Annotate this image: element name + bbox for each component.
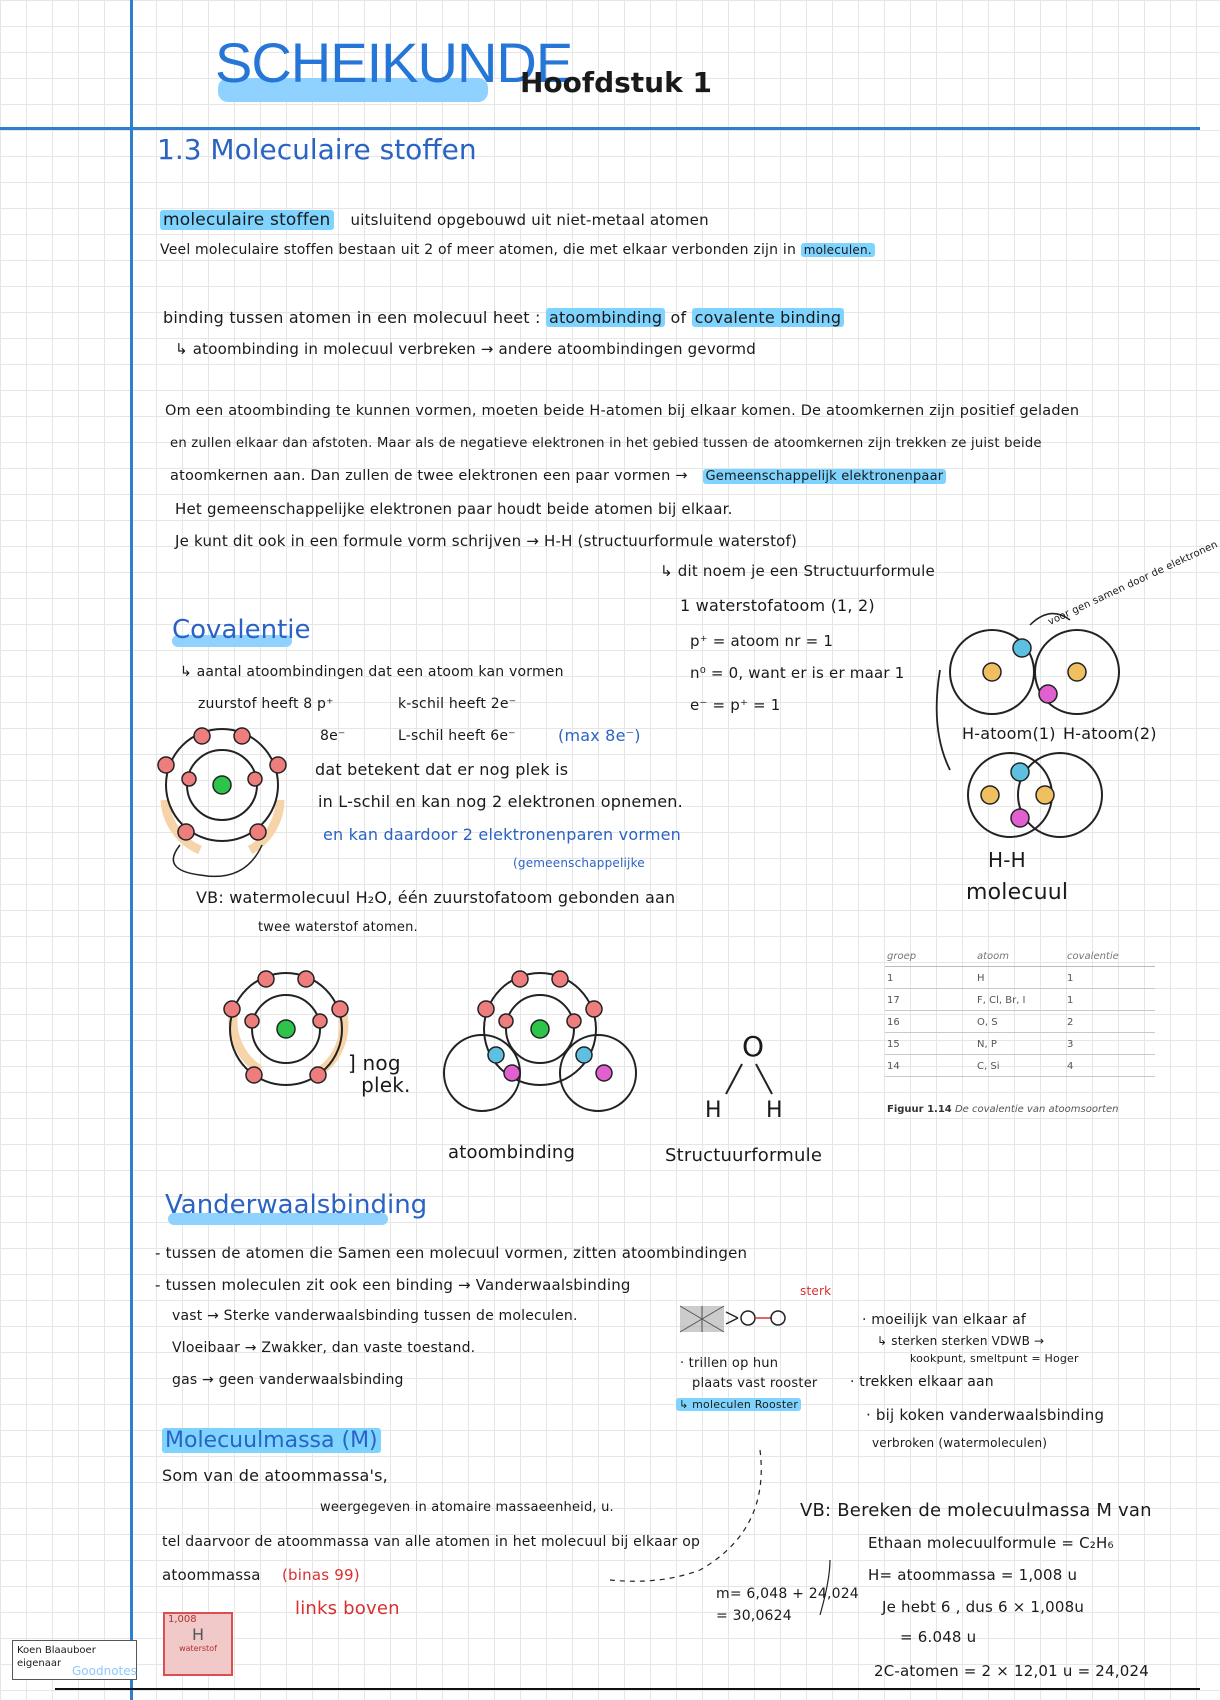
intro-line-1 <box>160 210 709 230</box>
intro-line-2 <box>160 242 875 258</box>
vb-ethaan-2: Ethaan molecuulformule = C₂H₆ <box>868 1534 1114 1552</box>
table-header: groep <box>885 945 975 967</box>
tile-mass: 1,008 <box>168 1614 197 1625</box>
section-title: 1.3 Moleculaire stoffen <box>157 133 477 166</box>
periodic-tile-hydrogen <box>163 1612 233 1676</box>
owner-role: eigenaar <box>17 1658 62 1669</box>
margin-line <box>130 0 133 1700</box>
table-cell: 1 <box>1065 989 1155 1011</box>
term-gemeenschappelijk-elektronenpaar: Gemeenschappelijk elektronenpaar <box>703 469 947 484</box>
vdw-trillen-2: plaats vast rooster <box>692 1376 818 1391</box>
l-shell: L-schil heeft 6e⁻ <box>398 728 516 744</box>
molmassa-line-3: tel daarvoor de atoommassa van alle atomen in het molecuul bij elkaar op <box>162 1534 701 1550</box>
vb-ethaan-6: 2C-atomen = 2 × 12,01 u = 24,024 <box>874 1662 1149 1680</box>
term-atoombinding: atoombinding <box>546 308 665 327</box>
binding-text: binding tussen atomen in een molecuul heet : <box>163 308 541 327</box>
page-title: SCHEIKUNDE <box>215 31 573 94</box>
h-nucleus-1 <box>983 663 1001 681</box>
covalentie-definition: ↳ aantal atoombindingen dat een atoom kan vormen <box>180 664 564 680</box>
binas-reference: (binas 99) <box>282 1566 360 1584</box>
hh-label: H-H <box>988 848 1026 872</box>
molecuul-label: molecuul <box>966 880 1069 905</box>
table-row <box>885 1033 1155 1055</box>
tile-name: waterstof <box>179 1644 217 1653</box>
label-atoombinding: atoombinding <box>448 1142 576 1163</box>
binding-or: of <box>670 308 687 327</box>
table-cell: 15 <box>885 1033 975 1055</box>
h-molecule-electron-2 <box>1011 809 1029 827</box>
tile-symbol: H <box>191 1625 205 1644</box>
h-atom-1-label: H-atoom(1) <box>962 724 1056 743</box>
covalentie-table <box>885 945 1155 1077</box>
k-shell: k-schil heeft 2e⁻ <box>398 696 517 712</box>
table-cell: 17 <box>885 989 975 1011</box>
vdw-bullet-1: - tussen de atomen die Samen een molecuul vormen, zitten atoombindingen <box>155 1244 748 1262</box>
chapter-title: Hoofdstuk 1 <box>520 66 712 99</box>
molmassa-line-2: weergegeven in atomaire massaeenheid, u. <box>320 1500 614 1515</box>
vb-water-1: VB: watermolecuul H₂O, één zuurstofatoom gebonden aan <box>196 888 676 907</box>
vdw-bullet-2: - tussen moleculen zit ook een binding → Vanderwaalsbinding <box>155 1276 631 1294</box>
molmassa-heading-text: Molecuulmassa (M) <box>162 1428 381 1453</box>
max-electrons: (max 8e⁻) <box>558 726 641 745</box>
water-molecule-diagram <box>440 965 650 1115</box>
table-header-row <box>885 945 1155 967</box>
lattice-arrow <box>726 1312 738 1324</box>
explanation-line-5: Je kunt dit ook in een formule vorm schrijven → H-H (structuurformule waterstof) <box>175 532 798 550</box>
oxygen-electrons: 8e⁻ <box>320 728 346 744</box>
table-cell: O, S <box>975 1011 1065 1033</box>
table-cell: C, Si <box>975 1055 1065 1077</box>
table-cell: N, P <box>975 1033 1065 1055</box>
explanation-line-6: ↳ dit noem je een Structuurformule <box>660 562 935 580</box>
formula-h-right: H <box>766 1098 783 1123</box>
table-header: covalentie <box>1065 945 1155 967</box>
molmassa-line-4 <box>162 1566 261 1584</box>
water-nucleus <box>531 1020 549 1038</box>
h-atom-2-label: H-atoom(2) <box>1063 724 1157 743</box>
dashed-curve <box>610 1450 761 1581</box>
vdw-right-5: · bij koken vanderwaalsbinding <box>866 1406 1105 1424</box>
goodnotes-watermark: Goodnotes <box>72 1664 137 1678</box>
h-molecule-nucleus-1 <box>981 786 999 804</box>
figure-caption-text: De covalentie van atoomsoorten <box>954 1104 1119 1115</box>
hh-note-1: voor gen samen <box>1046 580 1131 628</box>
hh-note-2: door de elektronen <box>1125 539 1220 591</box>
vb-water-2: twee waterstof atomen. <box>258 920 418 935</box>
vdw-heading: Vanderwaalsbinding <box>165 1190 428 1220</box>
formula-h-left: H <box>705 1098 722 1123</box>
molecule-d <box>741 1311 755 1325</box>
vb-ethaan-1: VB: Bereken de molecuulmassa M van <box>800 1500 1152 1521</box>
vdw-right-1: · moeilijk van elkaar af <box>862 1312 1027 1328</box>
vdw-rooster-text: ↳ moleculen Rooster <box>676 1398 801 1411</box>
table-row <box>885 1011 1155 1033</box>
bond-right <box>756 1064 772 1094</box>
table-cell: F, Cl, Br, I <box>975 989 1065 1011</box>
bottom-line <box>55 1688 1200 1690</box>
molecule-o <box>771 1311 785 1325</box>
binding-line-2: ↳ atoombinding in molecuul verbreken → andere atoombindingen gevormd <box>175 340 756 358</box>
nucleus-2 <box>277 1020 295 1038</box>
explain-plek-2: in L-schil en kan nog 2 elektronen opnemen. <box>318 792 683 811</box>
vb-ethaan-4: Je hebt 6 , dus 6 × 1,008u <box>882 1598 1085 1616</box>
term-moleculen: moleculen. <box>801 243 875 257</box>
vdw-trillen-1: · trillen op hun <box>680 1356 779 1371</box>
links-boven: links boven <box>295 1598 400 1619</box>
lattice-sketch <box>678 1296 808 1336</box>
table-cell: 1 <box>1065 967 1155 989</box>
table-cell: 3 <box>1065 1033 1155 1055</box>
bond-left <box>726 1064 742 1094</box>
table-row <box>885 967 1155 989</box>
vdw-vloeibaar: Vloeibaar → Zwakker, dan vaste toestand. <box>172 1340 476 1356</box>
swap-arrow <box>173 845 262 876</box>
electron-count: e⁻ = p⁺ = 1 <box>690 696 781 714</box>
molmassa-heading <box>162 1428 381 1453</box>
vb-ethaan-5: = 6.048 u <box>900 1628 977 1646</box>
arrow-up <box>1030 614 1070 625</box>
table-cell: 14 <box>885 1055 975 1077</box>
vdw-rooster <box>676 1398 801 1411</box>
vdw-right-6: verbroken (watermoleculen) <box>872 1436 1048 1450</box>
explain-plek-1: dat betekent dat er nog plek is <box>315 760 569 779</box>
explain-plek-3: en kan daardoor 2 elektronenparen vormen <box>323 825 682 844</box>
calc-line-2: = 30,0624 <box>716 1608 792 1624</box>
intro-line-2-text: Veel moleculaire stoffen bestaan uit 2 of meer atomen, die met elkaar verbonden zijn in <box>160 242 797 258</box>
term-moleculaire-stoffen: moleculaire stoffen <box>160 210 334 230</box>
explanation-line-4: Het gemeenschappelijke elektronen paar houdt beide atomen bij elkaar. <box>175 500 733 518</box>
h-molecule-electron-1 <box>1011 763 1029 781</box>
vdw-right-4: · trekken elkaar aan <box>850 1374 994 1390</box>
explanation-line-7: 1 waterstofatoom (1, 2) <box>680 596 875 615</box>
h-electron-1 <box>1013 639 1031 657</box>
shared-electrons-cyan <box>488 1047 592 1063</box>
explanation-line-3-text: atoomkernen aan. Dan zullen de twee elektronen een paar vormen → <box>170 468 688 484</box>
label-sterk: sterk <box>800 1284 832 1298</box>
vdw-vast: vast → Sterke vanderwaalsbinding tussen de moleculen. <box>172 1308 578 1324</box>
calc-line-1: m= 6,048 + 24,024 <box>716 1586 859 1602</box>
h-electron-2 <box>1039 685 1057 703</box>
oxygen-atom-diagram <box>150 725 310 875</box>
table-cell: 1 <box>885 967 975 989</box>
figure-label: Figuur 1.14 <box>887 1104 952 1115</box>
table-row <box>885 989 1155 1011</box>
molmassa-line-1: Som van de atoommassa's, <box>162 1466 388 1485</box>
covalentie-heading: Covalentie <box>172 615 311 645</box>
binding-line-1 <box>163 308 844 327</box>
oxygen-protons: zuurstof heeft 8 p⁺ <box>198 696 334 712</box>
term-covalente-binding: covalente binding <box>692 308 845 327</box>
table-cell: 2 <box>1065 1011 1155 1033</box>
explanation-line-1: Om een atoombinding te kunnen vormen, moeten beide H-atomen bij elkaar komen. De atoomkernen zijn positief geladen <box>165 403 1080 419</box>
proton-count: p⁺ = atoom nr = 1 <box>690 632 834 650</box>
vdw-right-2: ↳ sterken sterken VDWB → <box>877 1334 1045 1348</box>
nucleus <box>213 776 231 794</box>
explain-plek-4: (gemeenschappelijke <box>513 856 645 870</box>
owner-name: Koen Blaauboer <box>17 1645 96 1656</box>
table-header: atoom <box>975 945 1065 967</box>
vdw-gas: gas → geen vanderwaalsbinding <box>172 1372 404 1388</box>
formula-oxygen: O <box>742 1030 765 1063</box>
label-structuurformule: Structuurformule <box>665 1145 823 1166</box>
h-nucleus-2 <box>1068 663 1086 681</box>
table-cell: H <box>975 967 1065 989</box>
explanation-line-2: en zullen elkaar dan afstoten. Maar als de negatieve elektronen in het gebied tussen de atoomkernen zijn trekken ze juist beide <box>170 436 1042 451</box>
table-cell: 16 <box>885 1011 975 1033</box>
atoommassa-label: atoommassa <box>162 1566 261 1584</box>
header-line <box>0 127 1200 130</box>
nog-plek-note: ] nog plek. <box>348 1051 411 1097</box>
vdw-right-3: kookpunt, smeltpunt = Hoger <box>910 1352 1079 1365</box>
h-molecule-shell-2 <box>1018 753 1102 837</box>
table-cell: 4 <box>1065 1055 1155 1077</box>
figure-caption <box>887 1104 1119 1115</box>
explanation-line-3 <box>170 468 946 484</box>
neutron-count: n⁰ = 0, want er is er maar 1 <box>690 664 905 682</box>
intro-line-1-text: uitsluitend opgebouwd uit niet-metaal atomen <box>350 211 709 229</box>
table-row <box>885 1055 1155 1077</box>
h-molecule-nucleus-2 <box>1036 786 1054 804</box>
arrow-down <box>937 670 950 770</box>
vb-ethaan-3: H= atoommassa = 1,008 u <box>868 1566 1078 1584</box>
